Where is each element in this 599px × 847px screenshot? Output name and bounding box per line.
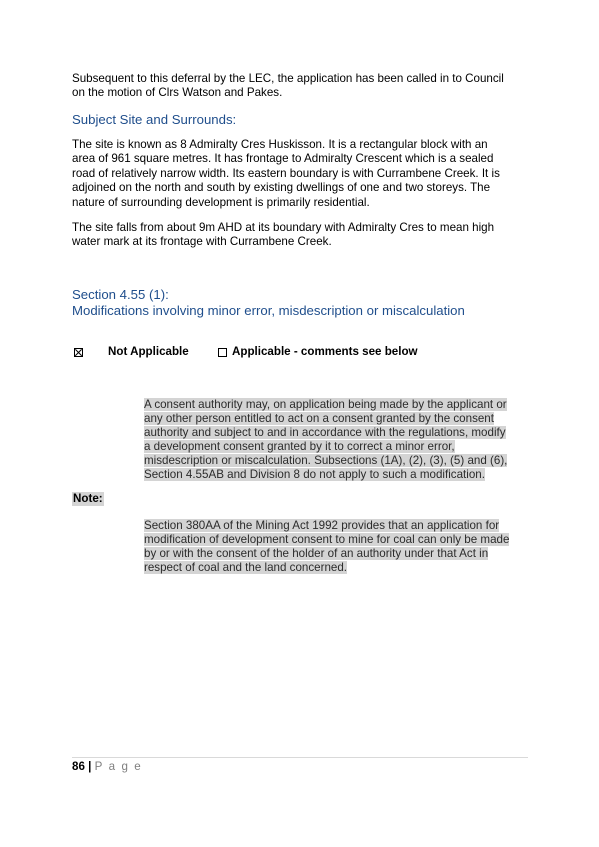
quote-line: any other person entitled to act on a consent granted by the consent <box>144 411 494 425</box>
section-heading-line-1: Section 4.55 (1): <box>72 287 169 302</box>
section-heading-line-2: Modifications involving minor error, misdescription or miscalculation <box>72 302 465 318</box>
quote-line: by or with the consent of the holder of an authority under that Act in <box>144 546 489 560</box>
applicable-label: Applicable - comments see below <box>232 345 418 358</box>
subject-site-paragraph-2: The site falls from about 9m AHD at its boundary with Admiralty Cres to mean high water mark at its frontage with Currambene Creek. <box>72 221 495 249</box>
applicable-checkbox[interactable] <box>218 348 227 357</box>
applicable-option[interactable] <box>218 344 418 360</box>
not-applicable-label: Not Applicable <box>108 345 189 358</box>
page-number: 86 <box>72 760 85 773</box>
not-applicable-option[interactable] <box>74 344 189 360</box>
not-applicable-checkbox[interactable] <box>74 348 83 357</box>
page-footer <box>72 760 142 774</box>
quote-line: modification of development consent to mine for coal can only be made <box>144 532 510 546</box>
quote-line: Section 380AA of the Mining Act 1992 provides that an application for <box>144 519 500 532</box>
intro-paragraph: Subsequent to this deferral by the LEC, the application has been called in to Council on the motion of Clrs Watson and Pakes. <box>72 72 504 100</box>
quote-minor-error <box>144 398 529 481</box>
quote-line: respect of coal and the land concerned. <box>144 560 348 574</box>
quote-line: a development consent granted by it to correct a minor error, <box>144 439 455 453</box>
quote-line: A consent authority may, on application being made by the applicant or <box>144 398 507 411</box>
quote-line: misdescription or miscalculation. Subsections (1A), (2), (3), (5) and (6), <box>144 453 508 467</box>
subject-site-paragraph-1: The site is known as 8 Admiralty Cres Huskisson. It is a rectangular block with an area of 961 square metres. It has frontage to Admiralty Crescent which is a sealed road of relatively narrow width. Its eastern boundary is with Currambene Creek. It is adjoined on the north and south by existing dwellings of one and two storeys. The nature of surrounding development is primarily residential. <box>72 138 500 209</box>
quote-mining-act <box>144 519 529 575</box>
quote-line: Section 4.55AB and Division 8 do not apply to such a modification. <box>144 467 485 481</box>
page-label: P a g e <box>94 760 143 773</box>
footer-separator: | <box>88 760 92 773</box>
footer-divider <box>72 757 528 758</box>
applicability-checkboxes <box>72 344 532 360</box>
subject-site-heading: Subject Site and Surrounds: <box>72 112 237 127</box>
note-label: Note: <box>73 492 103 505</box>
quote-line: authority and subject to and in accordance with the regulations, modify <box>144 425 506 439</box>
section-heading <box>72 287 465 318</box>
